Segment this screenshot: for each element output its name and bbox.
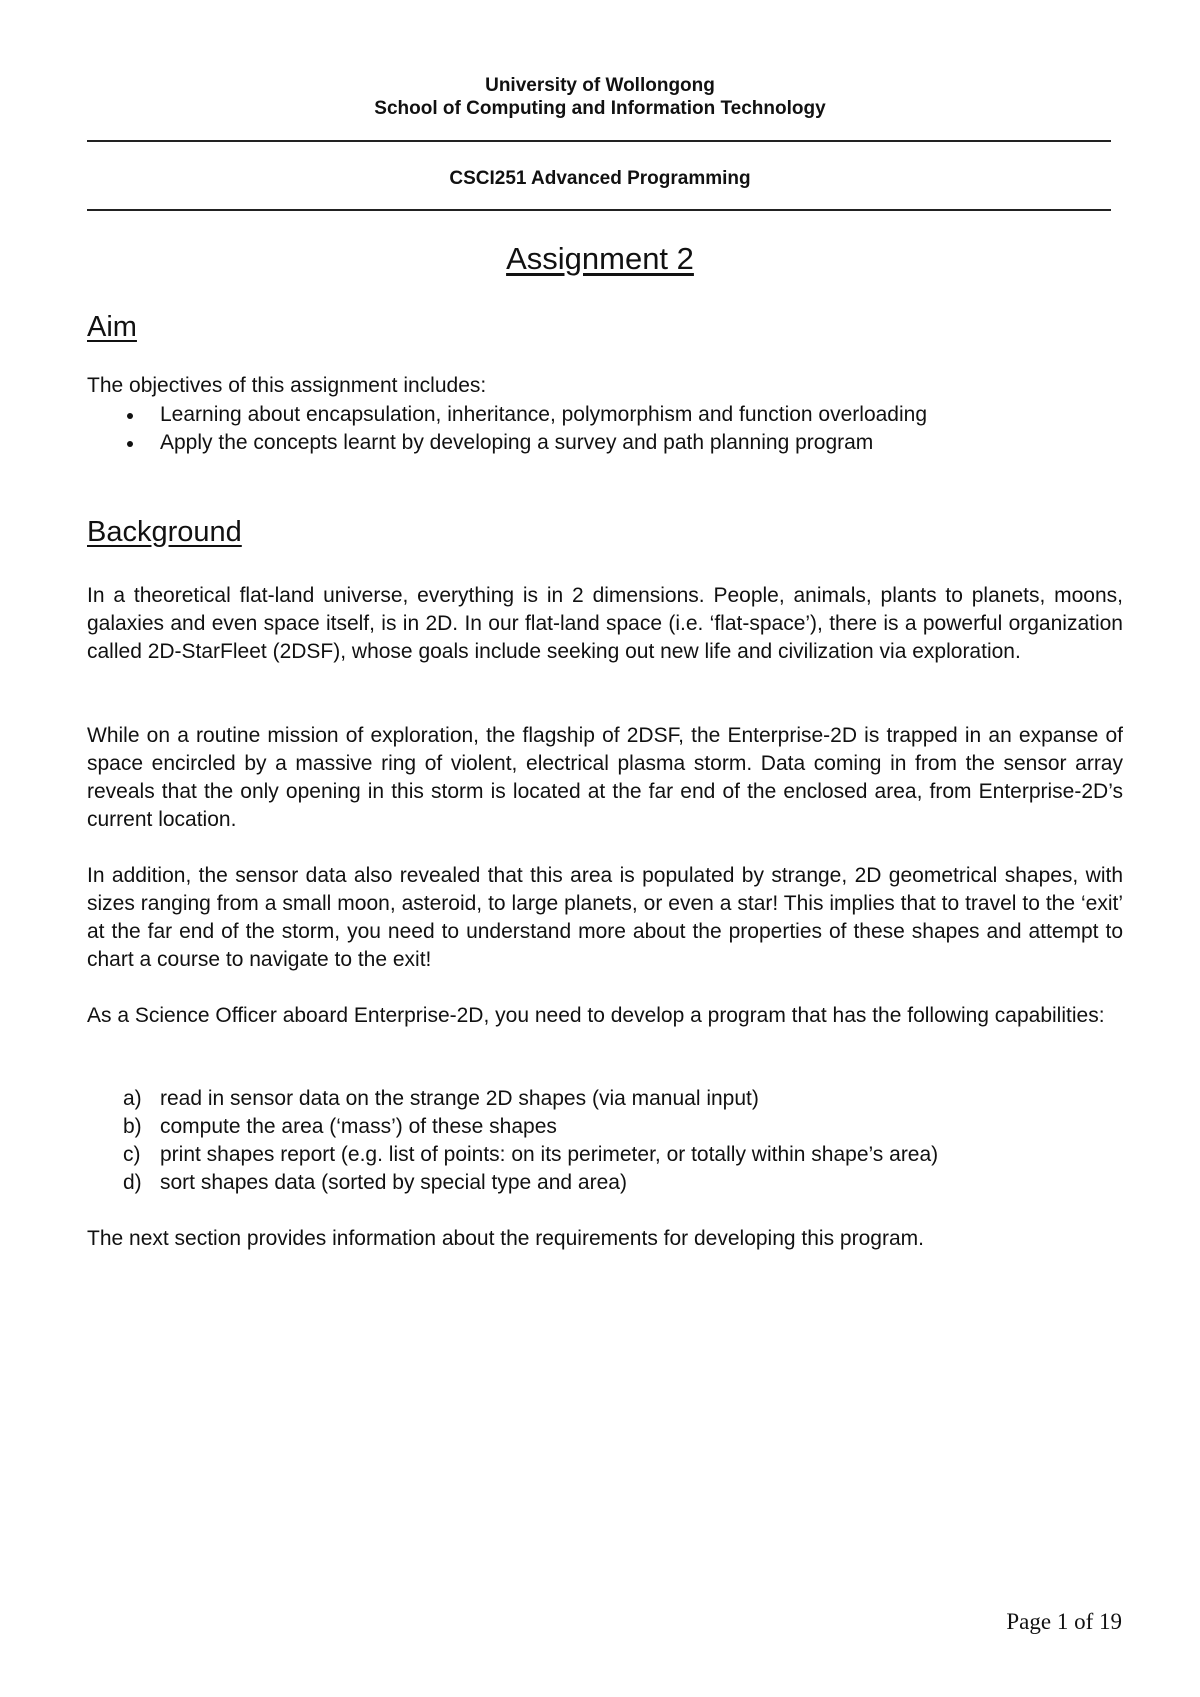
aim-bullet-text: Apply the concepts learnt by developing a survey and path planning program xyxy=(160,431,874,454)
header-divider-top xyxy=(87,140,1111,142)
page-number: Page 1 of 19 xyxy=(1006,1609,1122,1634)
background-paragraph xyxy=(87,582,1123,666)
capability-text: sort shapes data (sorted by special type and area) xyxy=(160,1171,627,1194)
background-paragraph xyxy=(87,722,1123,834)
background-heading: Background xyxy=(87,516,242,548)
background-paragraph xyxy=(87,862,1123,974)
capability-item xyxy=(87,1141,1123,1169)
document-title: Assignment 2 xyxy=(506,241,694,276)
capability-marker: d) xyxy=(123,1171,142,1194)
capability-text: print shapes report (e.g. list of points: on its perimeter, or totally within shape’s area) xyxy=(160,1143,939,1166)
bullet-dot-icon xyxy=(127,413,133,419)
capabilities-list xyxy=(87,1085,1123,1197)
aim-bullet-item xyxy=(87,429,1123,457)
background-paragraph-text: While on a routine mission of exploration, the flagship of 2DSF, the Enterprise-2D is trapped in an expanse of space encircled by a massive ring of violent, electrical plasma storm. Data coming in from the sensor array reveals that the only opening in this storm is located at the far end of the enclosed area, from Enterprise-2D’s current location. xyxy=(87,724,1123,831)
capability-marker: c) xyxy=(123,1143,141,1166)
bullet-dot-icon xyxy=(127,441,133,447)
aim-bullet-list xyxy=(87,401,1123,457)
capability-marker: a) xyxy=(123,1087,142,1110)
background-paragraph-text: In addition, the sensor data also revealed that this area is populated by strange, 2D geometrical shapes, with sizes ranging from a small moon, asteroid, to large planets, or even a star! This implies that to travel to the ‘exit’ at the far end of the storm, you need to understand more about the properties of these shapes and attempt to chart a course to navigate to the exit! xyxy=(87,864,1123,971)
background-paragraph-text: In a theoretical flat-land universe, everything is in 2 dimensions. People, animals, plants to planets, moons, galaxies and even space itself, is in 2D. In our flat-land space (i.e. ‘flat-space’), there is a powerful organization called 2D-StarFleet (2DSF), whose goals include seeking out new life and civilization via exploration. xyxy=(87,584,1123,663)
capability-text: read in sensor data on the strange 2D shapes (via manual input) xyxy=(160,1087,759,1110)
capability-item xyxy=(87,1113,1123,1141)
aim-bullet-text: Learning about encapsulation, inheritance, polymorphism and function overloading xyxy=(160,403,928,426)
university-name: University of Wollongong xyxy=(485,75,715,96)
aim-bullet-item xyxy=(87,401,1123,429)
capability-marker: b) xyxy=(123,1115,142,1138)
header-divider-bottom xyxy=(87,209,1111,211)
capability-item xyxy=(87,1169,1123,1197)
capability-text: compute the area (‘mass’) of these shapes xyxy=(160,1115,557,1138)
aim-heading: Aim xyxy=(87,311,137,343)
capability-item xyxy=(87,1085,1123,1113)
course-title: CSCI251 Advanced Programming xyxy=(449,168,751,189)
closing-paragraph: The next section provides information about the requirements for developing this program. xyxy=(87,1227,924,1250)
background-paragraph xyxy=(87,1002,1123,1030)
school-name: School of Computing and Information Technology xyxy=(374,98,826,119)
aim-intro: The objectives of this assignment includes: xyxy=(87,374,487,397)
background-paragraph-text: As a Science Officer aboard Enterprise-2D, you need to develop a program that has the following capabilities: xyxy=(87,1004,1105,1027)
